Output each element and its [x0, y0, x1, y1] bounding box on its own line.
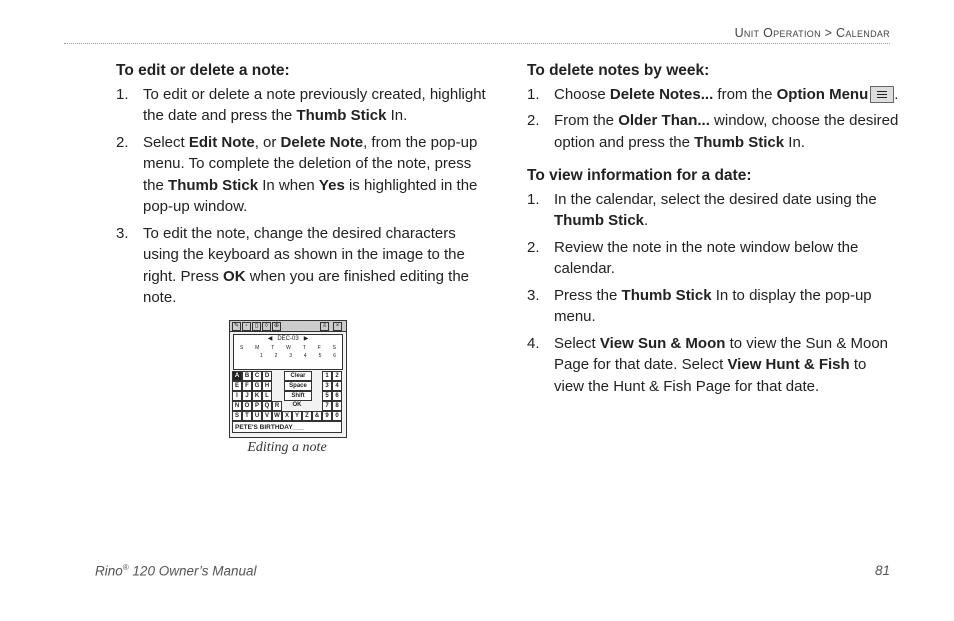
- device-title-bar: [230, 321, 346, 332]
- key: X: [282, 411, 292, 421]
- key: N: [232, 401, 242, 411]
- key: G: [252, 381, 262, 391]
- ok-key: OK: [292, 402, 302, 408]
- key: R: [272, 401, 282, 411]
- header-section: Unit Operation: [734, 26, 821, 40]
- key: 0: [332, 411, 342, 421]
- key: V: [262, 411, 272, 421]
- shift-key: Shift: [284, 391, 312, 401]
- key: Y: [292, 411, 302, 421]
- key: L: [262, 391, 272, 401]
- key: C: [252, 371, 262, 381]
- calendar-month-row: [234, 335, 342, 344]
- header-rule: [64, 43, 890, 44]
- key: 2: [332, 371, 342, 381]
- key: P: [252, 401, 262, 411]
- key: W: [272, 411, 282, 421]
- list-item: 4. Select View Sun & Moon to view the Sun & Moon Page for that date. Select View Hunt & Fish to view the Hunt & Fish Page for that date.: [527, 334, 889, 395]
- figure-caption: Editing a note: [247, 440, 327, 455]
- header-separator: >: [824, 26, 833, 40]
- right-column: [527, 60, 899, 402]
- header-topic: Calendar: [836, 26, 890, 40]
- key: 6: [332, 391, 342, 401]
- key: 7: [322, 401, 332, 411]
- key: 4: [332, 381, 342, 391]
- heading-edit-delete: To edit or delete a note:: [116, 62, 290, 79]
- radio-icon: ▫: [242, 322, 251, 331]
- option-menu-icon: [870, 86, 894, 103]
- key: U: [252, 411, 262, 421]
- view-info-steps: [527, 189, 899, 398]
- page-icon: ▯: [252, 322, 261, 331]
- key: T: [242, 411, 252, 421]
- key: J: [242, 391, 252, 401]
- menu-icon: ≡: [320, 322, 329, 331]
- compass-icon: ⊕: [273, 323, 280, 329]
- key: B: [242, 371, 252, 381]
- clear-key: Clear: [284, 371, 312, 381]
- prev-month-icon: ◀: [267, 336, 273, 342]
- key: 1: [322, 371, 332, 381]
- key: I: [232, 391, 242, 401]
- page-number: 81: [874, 563, 890, 578]
- list-item: 1. In the calendar, select the desired date using the Thumb Stick.: [527, 190, 877, 229]
- keyboard: [232, 371, 344, 417]
- close-icon: ×: [333, 322, 342, 331]
- left-column: [116, 60, 486, 314]
- list-item: 1. To edit or delete a note previously created, highlight the date and press the Thumb Stick In.: [116, 85, 486, 124]
- map-icon: ◊: [262, 322, 271, 331]
- key: 8: [332, 401, 342, 411]
- list-item: 2. Select Edit Note, or Delete Note, from the pop-up menu. To complete the deletion of the note, press the Thumb Stick In when Yes is highlighted in the pop-up window.: [116, 133, 478, 215]
- list-item: 3. Press the Thumb Stick In to display the pop-up menu.: [527, 286, 872, 325]
- delete-week-steps: [527, 84, 899, 154]
- heading-view-info: To view information for a date:: [527, 167, 752, 184]
- key: Q: [262, 401, 272, 411]
- edit-steps: [116, 84, 486, 309]
- list-item: 3. To edit the note, change the desired characters using the keyboard as shown in the image to the right. Press OK when you are finished editing the note.: [116, 224, 470, 306]
- edit-icon: ✎: [233, 323, 240, 329]
- footer-manual-title: Rino® 120 Owner’s Manual: [95, 563, 257, 579]
- key: A: [232, 371, 242, 381]
- key: S: [232, 411, 242, 421]
- key: &: [312, 411, 322, 421]
- key: F: [242, 381, 252, 391]
- key: E: [232, 381, 242, 391]
- calendar-month: DEC-03: [277, 336, 299, 342]
- key: Z: [302, 411, 312, 421]
- next-month-icon: ▶: [303, 336, 309, 342]
- key: 9: [322, 411, 332, 421]
- days-row: 1 2 3 4 5 6: [259, 353, 336, 359]
- list-item: 1. Choose Delete Notes... from the Option Menu .: [527, 85, 899, 103]
- space-key: Space: [284, 381, 312, 391]
- key: 5: [322, 391, 332, 401]
- calendar: [233, 334, 343, 370]
- list-item: 2. From the Older Than... window, choose the desired option and press the Thumb Stick In.: [527, 112, 899, 151]
- editing-note-screenshot: [229, 320, 347, 438]
- weekday-row: S M T W T F S: [239, 345, 336, 351]
- key: H: [262, 381, 272, 391]
- heading-delete-by-week: To delete notes by week:: [527, 62, 710, 79]
- key: O: [242, 401, 252, 411]
- key: K: [252, 391, 262, 401]
- list-item: 2. Review the note in the note window below the calendar.: [527, 238, 859, 277]
- running-header: [735, 26, 890, 40]
- key: D: [262, 371, 272, 381]
- key: 3: [322, 381, 332, 391]
- note-text-field: PETE'S BIRTHDAY___: [232, 421, 342, 433]
